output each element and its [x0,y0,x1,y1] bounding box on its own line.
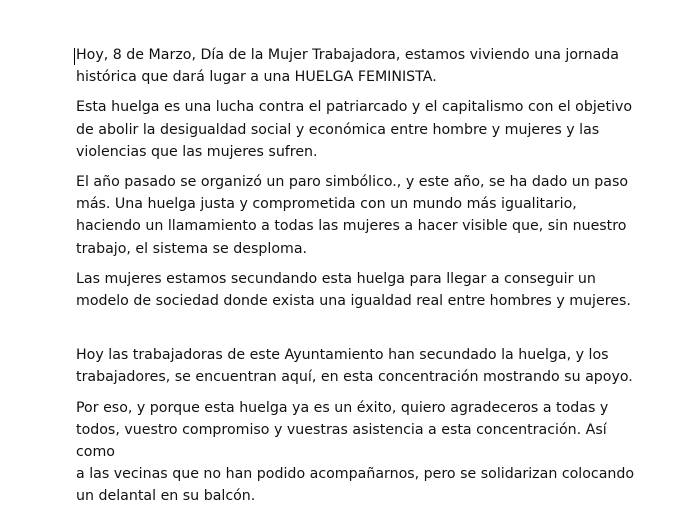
paragraph-5: Hoy las trabajadoras de este Ayuntamiento han secundado la huelga, y los trabajadores, se encuentran aquí, en esta concentración mostrando su apoyo. [76,347,633,386]
paragraph-4: Las mujeres estamos secundando esta huelga para llegar a conseguir un modelo de sociedad donde exista una igualdad real entre hombres y mujeres. [76,270,631,310]
paragraph-1: Hoy, 8 de Marzo, Día de la Mujer Trabajadora, estamos viviendo una jornada histórica que dará lugar a una HUELGA FEMINISTA. [76,47,619,86]
document-body[interactable] [76,44,636,508]
text-cursor [74,48,75,65]
first-paragraph-wrapper [76,44,636,88]
paragraph-2: Esta huelga es una lucha contra el patriarcado y el capitalismo con el objetivo de abolir la desigualdad social y económica entre hombre y mujeres y las violencias que las mujeres sufren. [76,99,633,160]
paragraph-3: El año pasado se organizó un paro simbólico., y este año, se ha dado un paso más. Una huelga justa y comprometida con un mundo más igualitario, haciendo un llamamiento a todas las mujeres a hacer visible que, sin nuestro trabajo, el sistema se desploma. [76,174,629,257]
paragraph-6: Por eso, y porque esta huelga ya es un éxito, quiero agradeceros a todas y todos, vuestro compromiso y vuestras asistencia a esta concentración. Así como a las vecinas que no han podido acompañarnos, pero se solidarizan colocando un delantal en su balcón. [76,399,635,505]
